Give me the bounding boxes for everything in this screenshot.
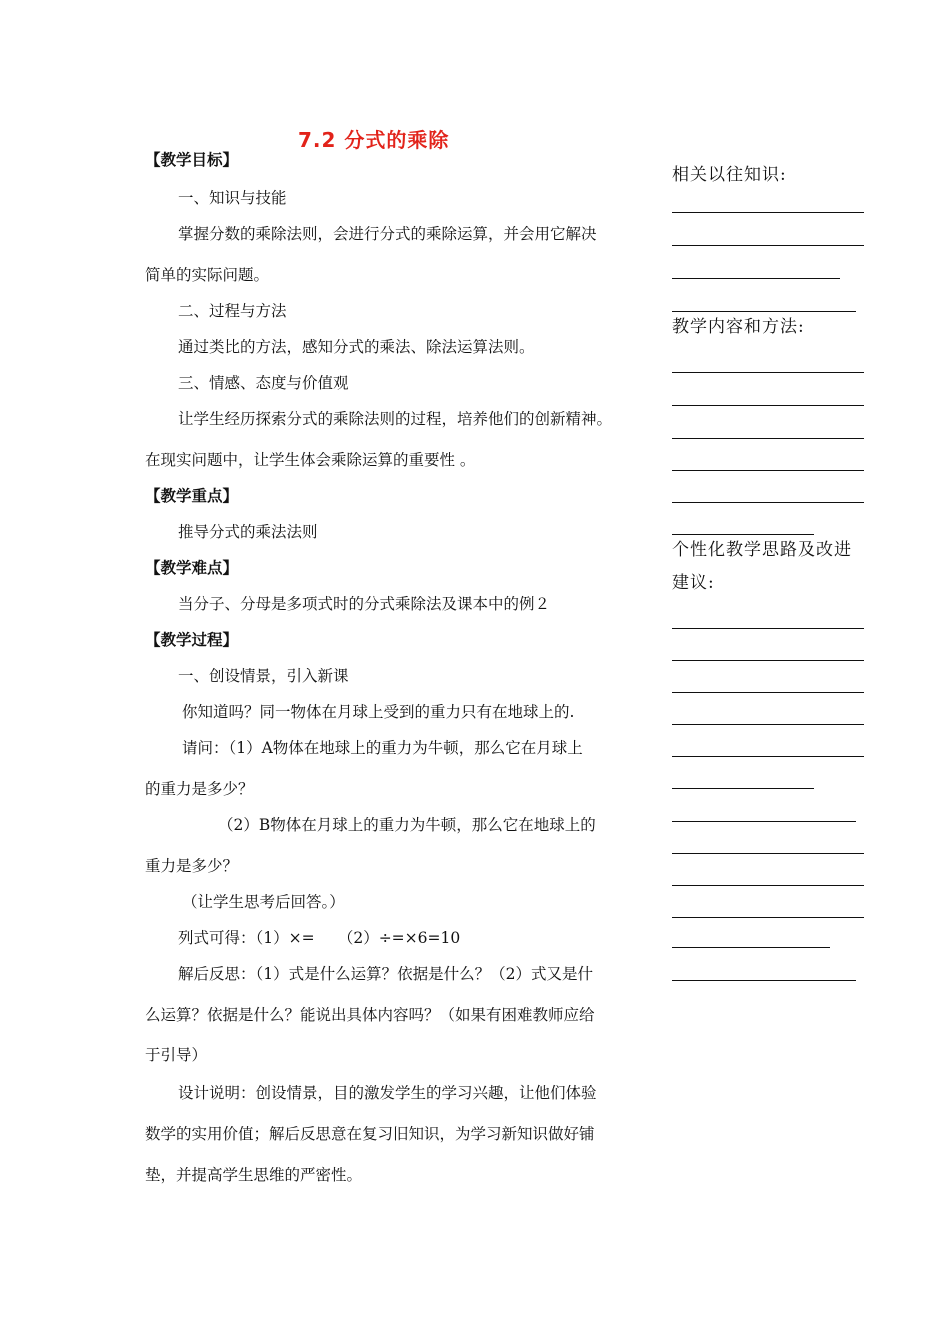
blank-line: [672, 692, 864, 693]
paragraph-line: 请问：（1）A物体在地球上的重力为牛顿，那么它在月球上: [182, 739, 583, 757]
document-title: 7.2 分式的乘除: [298, 128, 450, 152]
paragraph-line: 列式可得：（1）×= （2）÷=×6=10: [178, 929, 461, 947]
paragraph-line: 于引导）: [145, 1046, 208, 1064]
blank-line: [672, 980, 856, 981]
side-label-personal-ideas: 个性化教学思路及改进: [672, 540, 852, 560]
blank-line: [672, 245, 864, 246]
section-heading-goals: 【教学目标】: [145, 150, 239, 169]
side-label-suggestions: 建议:: [672, 573, 715, 593]
paragraph-line: 解后反思：（1）式是什么运算？依据是什么？（2）式又是什: [178, 965, 593, 983]
blank-line: [672, 947, 830, 948]
subheading-process: 二、过程与方法: [178, 302, 287, 320]
section-heading-key-points: 【教学重点】: [145, 486, 239, 505]
paragraph-line: 通过类比的方法，感知分式的乘法、除法运算法则。: [178, 338, 535, 356]
paragraph-line: 重力是多少？: [145, 857, 239, 875]
paragraph-line: 掌握分数的乘除法则，会进行分式的乘除运算，并会用它解决: [178, 225, 597, 243]
blank-line: [672, 372, 864, 373]
section-heading-process: 【教学过程】: [145, 630, 239, 649]
blank-line: [672, 311, 856, 312]
paragraph-line: 在现实问题中，让学生体会乘除运算的重要性 。: [145, 451, 476, 469]
subheading-knowledge: 一、知识与技能: [178, 189, 287, 207]
blank-line: [672, 212, 864, 213]
subheading-attitude: 三、情感、态度与价值观: [178, 374, 349, 392]
blank-line: [672, 821, 856, 822]
blank-line: [672, 724, 864, 725]
blank-line: [672, 502, 864, 503]
side-label-content-methods: 教学内容和方法:: [672, 317, 805, 337]
blank-line: [672, 628, 864, 629]
blank-line: [672, 660, 864, 661]
paragraph-line: （2）B物体在月球上的重力为牛顿，那么它在地球上的: [218, 816, 596, 834]
paragraph-line: （让学生思考后回答。）: [182, 893, 345, 911]
paragraph-line: 当分子、分母是多项式时的分式乘除法及课本中的例２: [178, 595, 551, 613]
paragraph-line: 让学生经历探索分式的乘除法则的过程，培养他们的创新精神。: [178, 410, 613, 428]
paragraph-line: 数学的实用价值；解后反思意在复习旧知识，为学习新知识做好铺: [145, 1125, 595, 1143]
blank-line: [672, 917, 864, 918]
paragraph-line: 推导分式的乘法法则: [178, 523, 318, 541]
side-label-prior-knowledge: 相关以往知识:: [672, 165, 787, 185]
blank-line: [672, 788, 814, 789]
paragraph-line: 简单的实际问题。: [145, 266, 270, 284]
paragraph-line: 你知道吗？同一物体在月球上受到的重力只有在地球上的.: [182, 703, 575, 721]
subheading-intro: 一、创设情景，引入新课: [178, 667, 349, 685]
blank-line: [672, 470, 864, 471]
blank-line: [672, 885, 864, 886]
paragraph-line: 的重力是多少？: [145, 780, 254, 798]
blank-line: [672, 756, 864, 757]
section-heading-difficulties: 【教学难点】: [145, 558, 239, 577]
blank-line: [672, 405, 864, 406]
paragraph-line: 么运算？依据是什么？能说出具体内容吗？（如果有困难教师应给: [145, 1006, 595, 1024]
blank-line: [672, 438, 864, 439]
blank-line: [672, 278, 840, 279]
blank-line: [672, 853, 864, 854]
paragraph-line: 设计说明：创设情景，目的激发学生的学习兴趣，让他们体验: [178, 1084, 597, 1102]
blank-line: [672, 534, 814, 535]
paragraph-line: 垫，并提高学生思维的严密性。: [145, 1166, 363, 1184]
